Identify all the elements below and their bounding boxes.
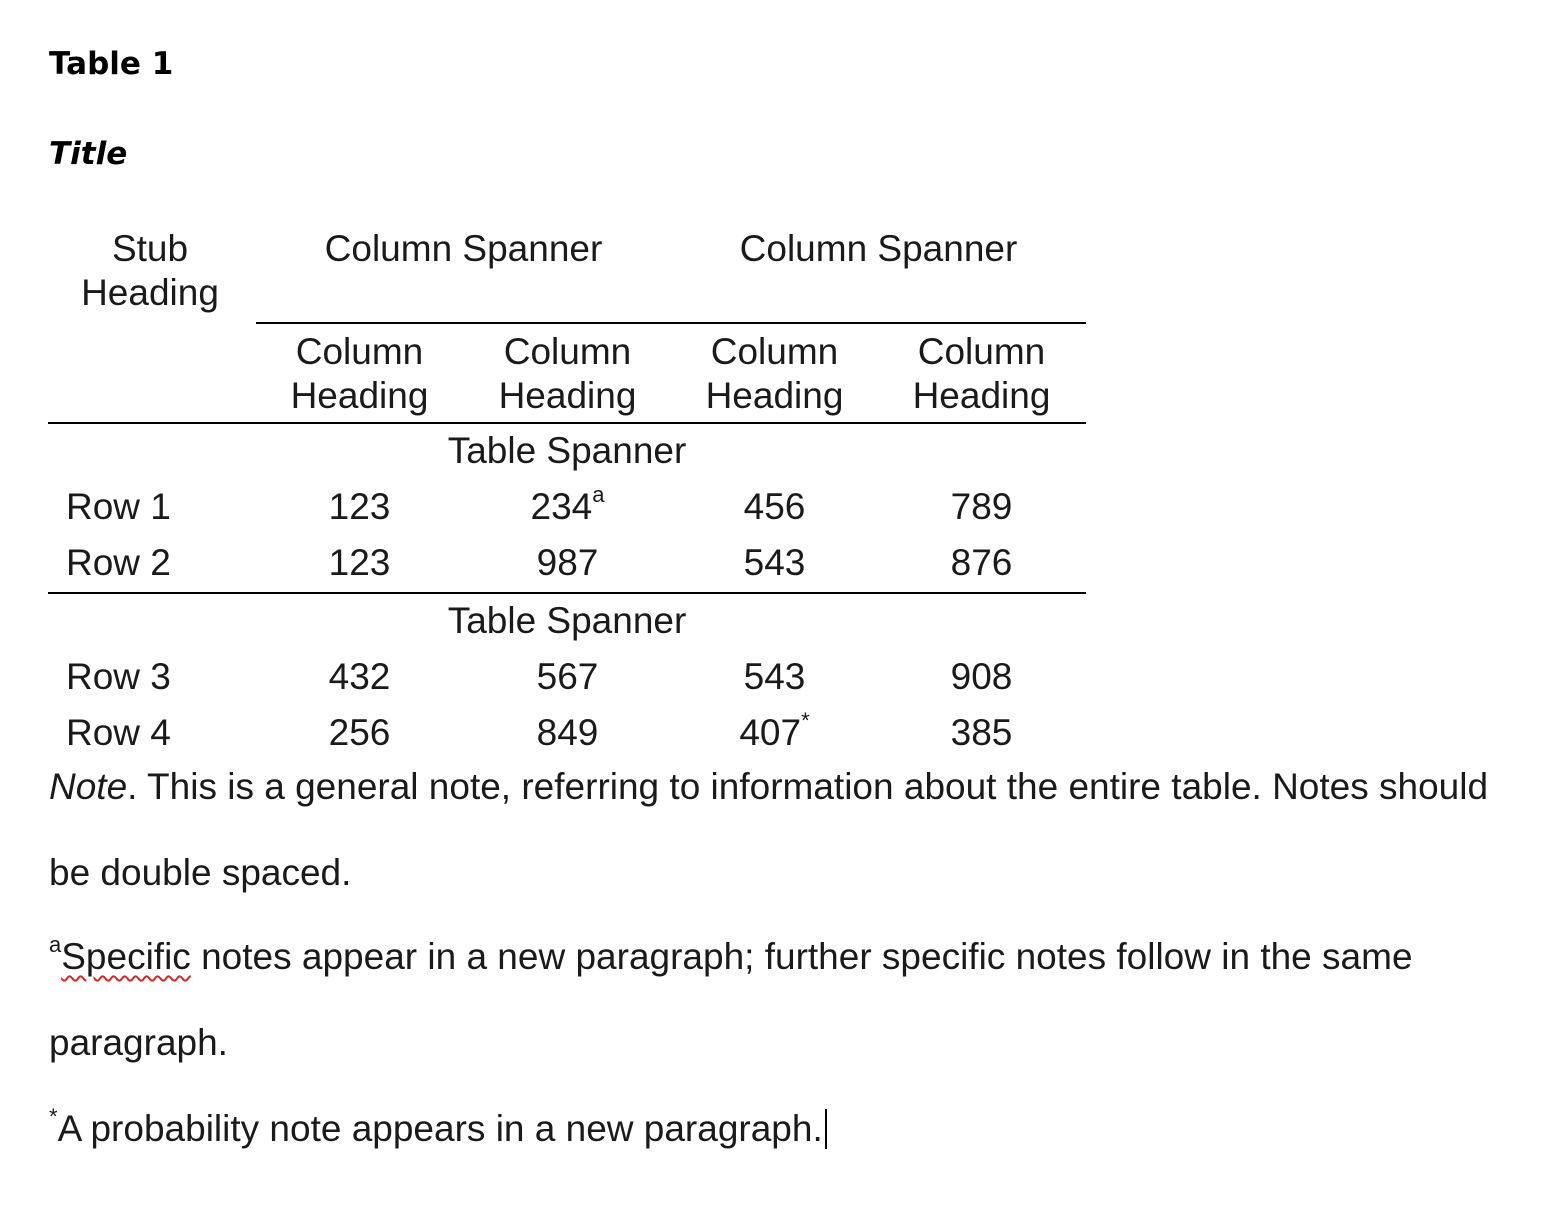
table-cell (256, 541, 463, 585)
column-spanner-2: Column Spanner (739, 228, 1018, 269)
specific-note-continued[interactable]: paragraph. (49, 1022, 228, 1063)
cell-value: 789 (950, 486, 1013, 527)
table-cell (671, 485, 878, 529)
cell-value: 987 (536, 542, 599, 583)
table-cell (878, 655, 1085, 699)
table-cell (464, 711, 671, 755)
general-note[interactable] (49, 765, 1488, 809)
cell-value: 849 (536, 712, 599, 753)
specific-note[interactable] (49, 931, 1413, 979)
table-cell (464, 481, 671, 529)
cell-value: 385 (950, 712, 1013, 753)
cell-value: 234 (530, 486, 593, 527)
table-cell (878, 541, 1085, 585)
general-note-continued[interactable]: be double spaced. (49, 852, 352, 893)
table-cell (256, 485, 463, 529)
probability-note[interactable] (49, 1103, 827, 1151)
column-heading-text: Column Heading (498, 331, 637, 416)
cell-value: 876 (950, 542, 1013, 583)
table-title: Title (49, 136, 128, 172)
row-label: Row 2 (66, 542, 171, 583)
column-heading-text: Column Heading (290, 331, 429, 416)
column-heading-text: Column Heading (705, 331, 844, 416)
table-cell (878, 711, 1085, 755)
cell-value: 543 (743, 656, 806, 697)
table-cell (464, 541, 671, 585)
probability-note-marker: * (49, 1103, 58, 1129)
table-cell (464, 655, 671, 699)
note-label: Note (49, 766, 128, 807)
cell-value: 256 (328, 712, 391, 753)
cell-value: 908 (950, 656, 1013, 697)
row-label: Row 3 (66, 656, 171, 697)
table-cell (256, 711, 463, 755)
specific-note-text: notes appear in a new paragraph; further specific notes follow in the same (190, 936, 1413, 977)
table-cell (671, 541, 878, 585)
cell-footnote-marker: * (801, 707, 810, 733)
spanner-rule (256, 322, 1086, 324)
row-label: Row 1 (66, 486, 171, 527)
stub-heading (50, 227, 250, 315)
column-heading-text: Column Heading (912, 331, 1051, 416)
cell-value: 123 (328, 486, 391, 527)
table-cell (256, 655, 463, 699)
cell-value: 567 (536, 656, 599, 697)
probability-note-text: A probability note appears in a new paragraph. (57, 1108, 823, 1149)
column-spanner-1: Column Spanner (324, 228, 603, 269)
specific-note-marker: a (49, 931, 62, 957)
table-spanner-2: Table Spanner (447, 600, 687, 641)
table-spanner-1: Table Spanner (447, 430, 687, 471)
column-heading-3 (671, 330, 878, 418)
stub-heading-text: Stub Heading (81, 228, 219, 313)
column-heading-4 (878, 330, 1085, 418)
table-cell (878, 485, 1085, 529)
section-rule (48, 592, 1086, 594)
cell-value: 407 (739, 712, 802, 753)
row-label: Row 4 (66, 712, 171, 753)
cell-value: 432 (328, 656, 391, 697)
cell-value: 123 (328, 542, 391, 583)
cell-footnote-marker: a (592, 481, 605, 507)
text-cursor (825, 1109, 827, 1149)
general-note-text: . This is a general note, referring to information about the entire table. Notes should (127, 766, 1489, 807)
table-cell (671, 707, 878, 755)
cell-value: 456 (743, 486, 806, 527)
cell-value: 543 (743, 542, 806, 583)
spellcheck-flagged-word[interactable]: Specific (61, 936, 191, 977)
table-number: Table 1 (49, 46, 174, 82)
column-heading-1 (256, 330, 463, 418)
column-heading-2 (464, 330, 671, 418)
heading-rule (48, 422, 1086, 424)
table-cell (671, 655, 878, 699)
